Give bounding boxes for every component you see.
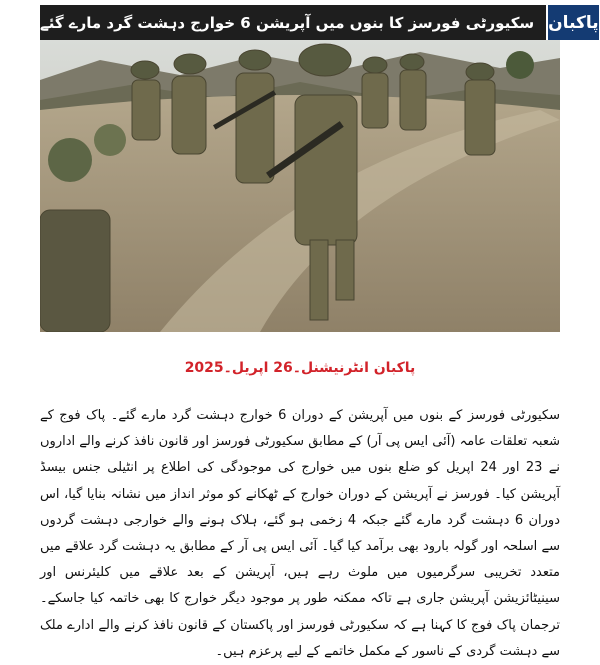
news-photo xyxy=(40,40,560,332)
headline: سکیورٹی فورسز کا بنوں میں آپریشن 6 خوارج دہشت گرد مارے گئے xyxy=(40,13,535,32)
dateline: پاکبان انٹرنیشنل۔26 اپریل۔2025 xyxy=(184,360,416,376)
article-paragraph: سکیورٹی فورسز کے بنوں میں آپریشن کے دوران 6 خوارج دہشت گرد مارے گئے۔ پاک فوج کے شعبہ تعلقات عامہ (آئی ایس پی آر) کے مطابق سکیورٹی فورسز اور قانون نافذ کرنے والے اداروں نے 23 اور 24 اپریل کو ضلع بنوں میں خوارج کی موجودگی کی اطلاع پر انٹیلی جنس بیسڈ آپریشن کیا۔ فورسز نے آپریشن کے دوران خوارج کے ٹھکانے کو موثر انداز میں نشانہ بنایا گیا، اس دوران 6 دہشت گرد مارے گئے جبکہ 4 زخمی ہو گئے، ہلاک ہونے والے خوارجی دہشت گردوں سے اسلحہ اور گولہ بارود بھی برآمد کیا گیا۔ آئی ایس پی آر کے مطابق یہ دہشت گرد علاقے میں متعدد تخریبی سرگرمیوں میں ملوث رہے ہیں، آپریشن کے بعد علاقے میں کلیئرنس اور سینیٹائزیشن آپریشن جاری ہے تاکہ ممکنہ طور پر موجود دیگر خوارج کا بھی خاتمہ کیا جاسکے۔ ترجمان پاک فوج کا کہنا ہے کہ سکیورٹی فورسز اور پاکستان کے قانون نافذ کرنے والے ادارے ملک سے دہشت گردی کے ناسور کے مکمل خاتمے کے لیے پرعزم ہیں۔ xyxy=(40,408,561,659)
soldiers-patrol-photo xyxy=(40,40,560,332)
article-body xyxy=(40,403,560,665)
headline-bar xyxy=(40,5,546,40)
brand-name: پاکبان xyxy=(548,12,599,33)
article-header xyxy=(40,5,599,40)
brand-logo xyxy=(546,5,599,40)
